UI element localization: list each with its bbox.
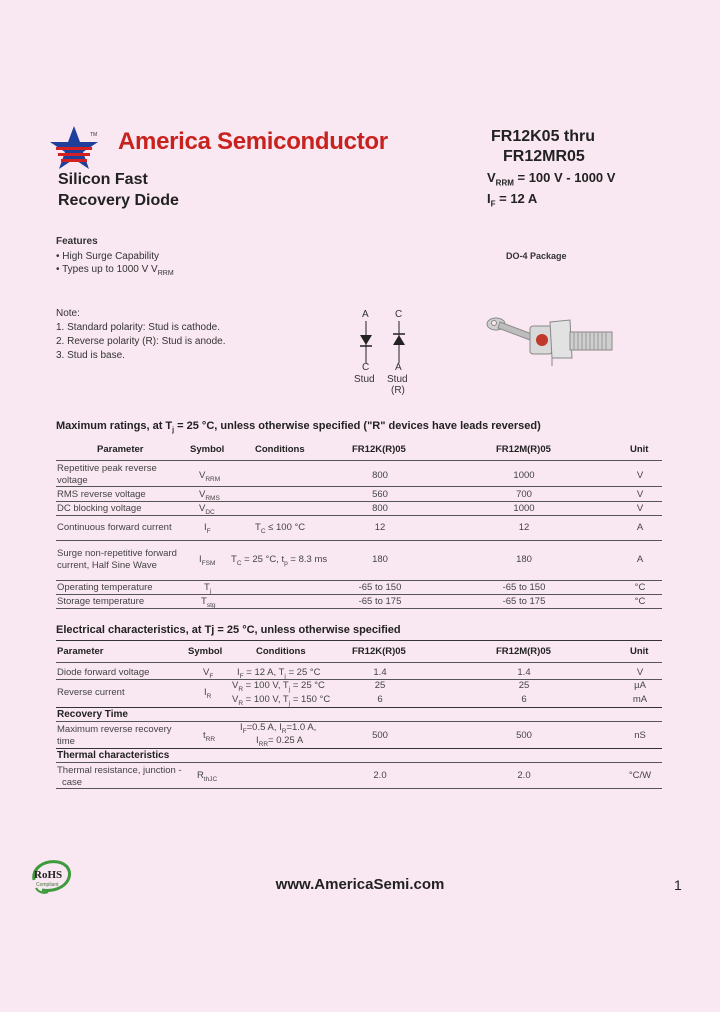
thermal-heading: Thermal characteristics xyxy=(57,750,170,761)
table-rule xyxy=(56,515,662,516)
diagram-label: Stud xyxy=(354,374,375,385)
table-cell: DC blocking voltage xyxy=(57,503,142,514)
recovery-time-heading: Recovery Time xyxy=(57,709,128,720)
table-rule xyxy=(56,501,662,502)
table-cell: $I_{FSM}$ xyxy=(199,554,216,567)
feature-item: • High Surge Capability xyxy=(56,251,159,262)
col-header-parameter: Parameter xyxy=(97,444,144,455)
col-header-fr12k: FR12K(R)05 xyxy=(352,444,406,455)
table-cell: mA xyxy=(632,694,648,705)
table-cell: 180 xyxy=(372,554,388,565)
col-header-fr12k: FR12K(R)05 xyxy=(352,646,406,657)
features-heading: Features xyxy=(56,236,98,247)
table-cell: $V_R = 100$ V, $T_j = 25$ °C xyxy=(232,680,325,693)
note-item: 3. Stud is base. xyxy=(56,350,125,361)
table-cell: 800 xyxy=(372,470,388,481)
table-rule xyxy=(56,594,662,595)
table-rule xyxy=(56,486,662,487)
table-cell: $R_{thJC}$ xyxy=(197,770,218,783)
table-cell: 560 xyxy=(372,489,388,500)
table-cell: $I_R$ xyxy=(204,687,212,700)
table-cell: $V_F$ xyxy=(203,667,214,680)
table-cell: 800 xyxy=(372,503,388,514)
rohs-text: RoHS xyxy=(34,869,63,881)
rohs-subtext: Compliant xyxy=(36,882,59,888)
table-cell: $T_j$ xyxy=(204,582,212,595)
table-rule xyxy=(56,788,662,789)
table-cell: V xyxy=(636,503,644,514)
table-cell: 180 xyxy=(516,554,532,565)
diagram-label: Stud xyxy=(387,374,408,385)
table-cell: V xyxy=(636,489,644,500)
max-ratings-title: Maximum ratings, at $T_j = 25$ °C, unless otherwise specified ("R" devices have leads reversed) xyxy=(56,420,541,435)
website-url: www.AmericaSemi.com xyxy=(275,876,445,893)
product-title-line1: Silicon Fast xyxy=(58,171,148,188)
table-cell: $V_{RMS}$ xyxy=(199,489,220,502)
table-cell: voltage xyxy=(57,475,88,486)
table-cell: Surge non-repetitive forward xyxy=(57,548,177,559)
table-cell: $T_{stg}$ xyxy=(201,596,216,609)
table-cell: -65 to 150 xyxy=(502,582,546,593)
table-cell: V xyxy=(636,667,644,678)
table-rule xyxy=(56,540,662,541)
diagram-label: C xyxy=(362,362,370,373)
table-cell: -65 to 150 xyxy=(358,582,402,593)
table-rule xyxy=(56,762,662,763)
table-rule xyxy=(56,460,662,461)
company-logo-icon xyxy=(46,124,102,172)
table-rule xyxy=(56,640,662,641)
table-cell: $I_{RR}= 0.25$ A xyxy=(256,735,304,748)
elec-char-title: Electrical characteristics, at Tj = 25 °C, unless otherwise specified xyxy=(56,624,401,636)
svg-text:TM: TM xyxy=(90,132,98,138)
table-cell: 1.4 xyxy=(517,667,531,678)
table-cell: 500 xyxy=(516,730,532,741)
table-cell: 2.0 xyxy=(517,770,531,781)
table-rule xyxy=(56,608,662,609)
table-cell: $T_C = 25$ °C, $t_p = 8.3$ ms xyxy=(231,554,328,567)
table-cell: $V_R = 100$ V, $T_j = 150$ °C xyxy=(232,694,331,707)
table-cell: $I_F$ xyxy=(204,522,211,535)
table-cell: Repetitive peak reverse xyxy=(57,463,157,474)
table-cell: $t_{RR}$ xyxy=(203,730,216,743)
diagram-label: (R) xyxy=(391,385,405,396)
col-header-symbol: Symbol xyxy=(188,646,223,657)
table-cell: $V_{DC}$ xyxy=(199,503,215,516)
col-header-symbol: Symbol xyxy=(190,444,225,455)
table-cell: RMS reverse voltage xyxy=(57,489,146,500)
col-header-conditions: Conditions xyxy=(255,444,305,455)
table-rule xyxy=(56,748,662,749)
table-cell: 1000 xyxy=(513,503,535,514)
table-rule xyxy=(56,707,662,708)
table-cell: V xyxy=(636,470,644,481)
table-cell: °C xyxy=(634,596,646,607)
table-cell: time xyxy=(57,736,75,747)
page-number: 1 xyxy=(674,877,682,893)
note-item: 2. Reverse polarity (R): Stud is anode. xyxy=(56,336,226,347)
table-cell: $T_C \le 100$ °C xyxy=(255,522,306,535)
col-header-conditions: Conditions xyxy=(256,646,306,657)
table-cell: Maximum reverse recovery xyxy=(57,724,172,735)
table-rule xyxy=(56,721,662,722)
col-header-unit: Unit xyxy=(630,646,649,657)
table-cell: µA xyxy=(634,680,646,691)
diagram-label: A xyxy=(395,362,402,373)
table-cell: 1000 xyxy=(513,470,535,481)
table-cell: 2.0 xyxy=(373,770,387,781)
table-cell: A xyxy=(636,554,644,565)
do4-package-image xyxy=(480,310,620,372)
table-cell: Thermal resistance, junction - xyxy=(57,765,182,776)
table-cell: A xyxy=(636,522,644,533)
diagram-label: A xyxy=(362,309,369,320)
table-cell: $I_F=0.5$ A, $I_R=1.0$ A, xyxy=(240,722,317,735)
table-cell: °C xyxy=(634,582,646,593)
table-rule xyxy=(56,662,662,663)
part-number-line2: FR12MR05 xyxy=(503,148,585,165)
table-cell: Continuous forward current xyxy=(57,522,172,533)
company-name: America Semiconductor xyxy=(118,128,388,155)
table-cell: -65 to 175 xyxy=(502,596,546,607)
table-cell: 25 xyxy=(518,680,530,691)
if-spec: $I_F = 12$ A xyxy=(487,191,538,209)
product-title-line2: Recovery Diode xyxy=(58,192,179,209)
table-cell: Reverse current xyxy=(57,687,125,698)
table-cell: $I_F = 12$ A, $T_j = 25$ °C xyxy=(237,667,321,680)
table-cell: Storage temperature xyxy=(57,596,145,607)
part-number-line1: FR12K05 thru xyxy=(491,128,596,145)
col-header-parameter: Parameter xyxy=(57,646,104,657)
table-cell: case xyxy=(62,777,83,788)
col-header-fr12m: FR12M(R)05 xyxy=(496,444,551,455)
table-cell: -65 to 175 xyxy=(358,596,402,607)
diode-symbols-icon xyxy=(356,321,412,363)
table-cell: °C/W xyxy=(628,770,652,781)
table-cell: Diode forward voltage xyxy=(57,667,150,678)
feature-item: • Types up to 1000 V $V_{RRM}$ xyxy=(56,264,174,277)
table-cell: 1.4 xyxy=(373,667,387,678)
table-cell: Operating temperature xyxy=(57,582,153,593)
table-cell: 12 xyxy=(374,522,386,533)
col-header-unit: Unit xyxy=(630,444,649,455)
table-cell: 6 xyxy=(377,694,383,705)
table-cell: current, Half Sine Wave xyxy=(57,560,157,571)
table-cell: 25 xyxy=(374,680,386,691)
note-heading: Note: xyxy=(56,308,80,319)
table-rule xyxy=(56,580,662,581)
note-item: 1. Standard polarity: Stud is cathode. xyxy=(56,322,220,333)
table-cell: 500 xyxy=(372,730,388,741)
diagram-label: C xyxy=(395,309,403,320)
package-label: DO-4 Package xyxy=(506,251,567,261)
table-cell: nS xyxy=(634,730,646,741)
table-cell: 700 xyxy=(516,489,532,500)
vrrm-spec: $V_{RRM} = 100$ V - 1000 V xyxy=(487,170,616,188)
col-header-fr12m: FR12M(R)05 xyxy=(496,646,551,657)
table-cell: $V_{RRM}$ xyxy=(199,470,221,483)
table-cell: 6 xyxy=(521,694,527,705)
table-cell: 12 xyxy=(518,522,530,533)
